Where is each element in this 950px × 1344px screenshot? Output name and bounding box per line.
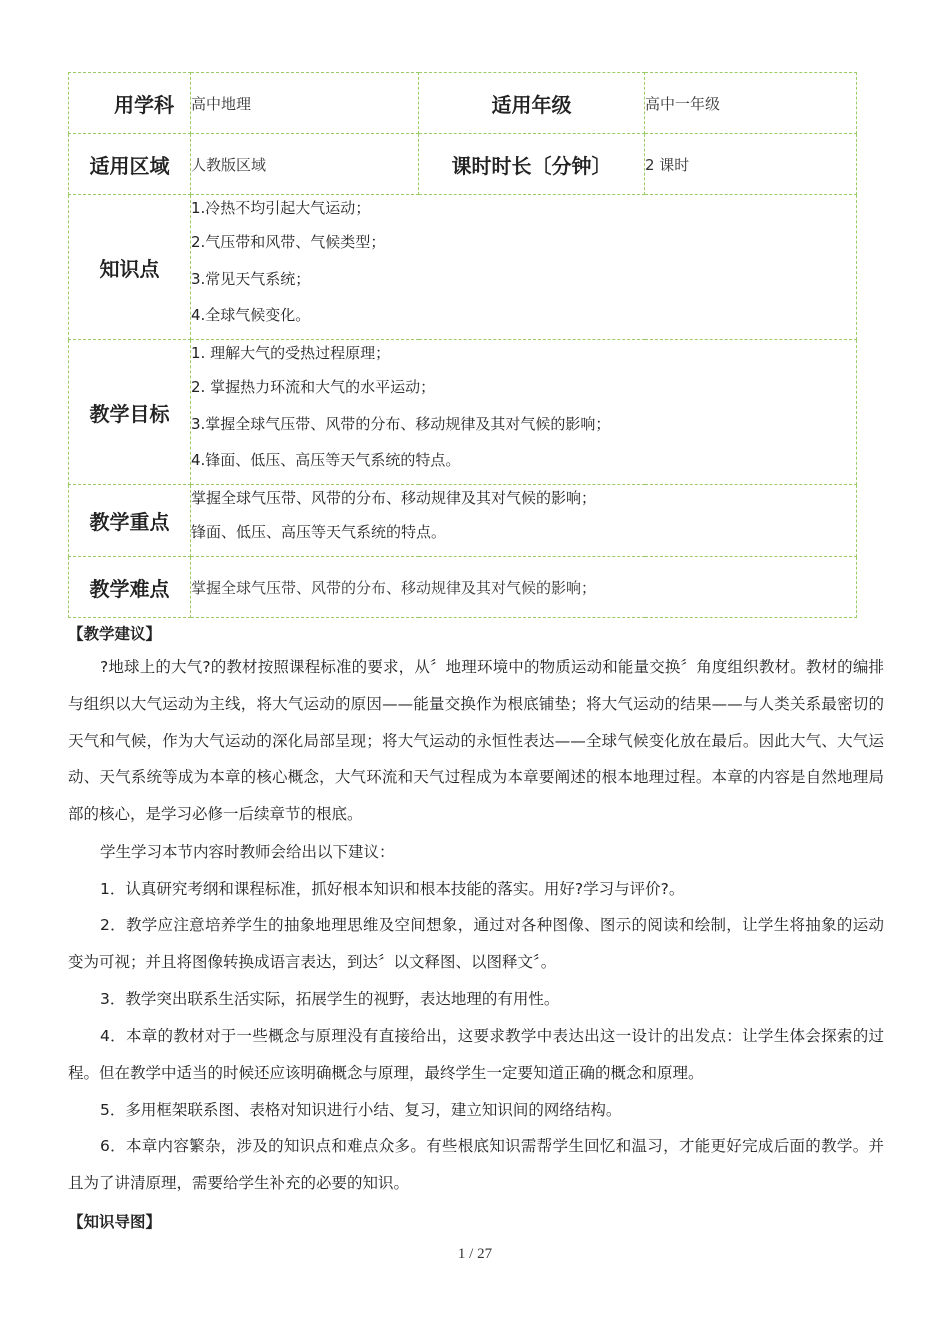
list-item: 4.全球气候变化。 (191, 306, 311, 325)
suggestion-item: 4．本章的教材对于一些概念与原理没有直接给出，这要求教学中表达出这一设计的出发点：让学生体会探索的过程。但在教学中适当的时候还应该明确概念与原理，最终学生一定要知道正确的概念和原理。 (68, 1027, 884, 1082)
knowledge-list (191, 195, 857, 340)
subject-value: 高中地理 (191, 73, 419, 134)
list-item: 3.掌握全球气压带、风带的分布、移动规律及其对气候的影响； (191, 414, 611, 433)
grade-label: 适用年级 (419, 73, 645, 134)
subject-label: 用学科 (69, 73, 191, 134)
lesson-info-table (68, 72, 857, 618)
suggestions-heading: 【教学建议】 (68, 625, 162, 643)
key-points-label: 教学重点 (69, 485, 191, 557)
region-label: 适用区域 (69, 134, 191, 195)
list-item: 1. 理解大气的受热过程原理； (191, 344, 391, 363)
list-item: 锋面、低压、高压等天气系统的特点。 (191, 523, 447, 542)
goals-list (191, 340, 857, 485)
page-number: 1 / 27 (457, 1246, 493, 1262)
table-row (69, 557, 857, 618)
list-item: 3.常见天气系统； (191, 269, 311, 288)
difficulties-label: 教学难点 (69, 557, 191, 618)
suggestion-item: 1．认真研究考纲和课程标准，抓好根本知识和根本技能的落实。用好?学习与评价?。 (100, 880, 685, 898)
table-row (69, 195, 857, 340)
list-item: 2.气压带和风带、气候类型； (191, 233, 386, 252)
list-item: 掌握全球气压带、风带的分布、移动规律及其对气候的影响； (191, 578, 597, 597)
suggestion-item: 5．多用框架联系图、表格对知识进行小结、复习，建立知识间的网络结构。 (100, 1101, 622, 1119)
duration-label: 课时时长〔分钟〕 (419, 134, 645, 195)
grade-value: 高中一年级 (645, 73, 857, 134)
goals-label: 教学目标 (69, 340, 191, 485)
table-row (69, 340, 857, 485)
list-item: 掌握全球气压带、风带的分布、移动规律及其对气候的影响； (191, 489, 597, 508)
key-points-list (191, 485, 857, 557)
region-value: 人教版区域 (191, 134, 419, 195)
suggestion-item: 3．教学突出联系生活实际，拓展学生的视野，表达地理的有用性。 (100, 990, 560, 1008)
duration-value: 2 课时 (645, 134, 857, 195)
list-item: 2. 掌握热力环流和大气的水平运动； (191, 378, 436, 397)
list-item: 1.冷热不均引起大气运动； (191, 199, 371, 218)
suggestions-intro: ?地球上的大气?的教材按照课程标准的要求，从〞地理环境中的物质运动和能量交换〞角度组织教材。教材的编排与组织以大气运动为主线，将大气运动的原因——能量交换作为根底铺垫；将大气运动的结果——与人类关系最密切的天气和气候，作为大气运动的深化局部呈现；将大气运动的永恒性表达——全球气候变化放在最后。因此大气、大气运动、天气系统等成为本章的核心概念，大气环流和天气过程成为本章要阐述的根本地理过程。本章的内容是自然地理局部的核心，是学习必修一后续章节的根底。 (68, 658, 884, 824)
suggestions-lead: 学生学习本节内容时教师会给出以下建议： (100, 843, 395, 861)
mindmap-heading: 【知识导图】 (68, 1213, 162, 1231)
table-row (69, 73, 857, 134)
suggestion-item: 6．本章内容繁杂，涉及的知识点和难点众多。有些根底知识需帮学生回忆和温习，才能更好完成后面的教学。并且为了讲清原理，需要给学生补充的必要的知识。 (68, 1137, 884, 1192)
difficulties-list (191, 557, 857, 618)
suggestion-item: 2．教学应注意培养学生的抽象地理思维及空间想象，通过对各种图像、图示的阅读和绘制，让学生将抽象的运动变为可视；并且将图像转换成语言表达，到达〞以文释图、以图释文〞。 (68, 916, 884, 971)
list-item: 4.锋面、低压、高压等天气系统的特点。 (191, 451, 461, 470)
table-row (69, 485, 857, 557)
knowledge-label: 知识点 (69, 195, 191, 340)
table-row (69, 134, 857, 195)
